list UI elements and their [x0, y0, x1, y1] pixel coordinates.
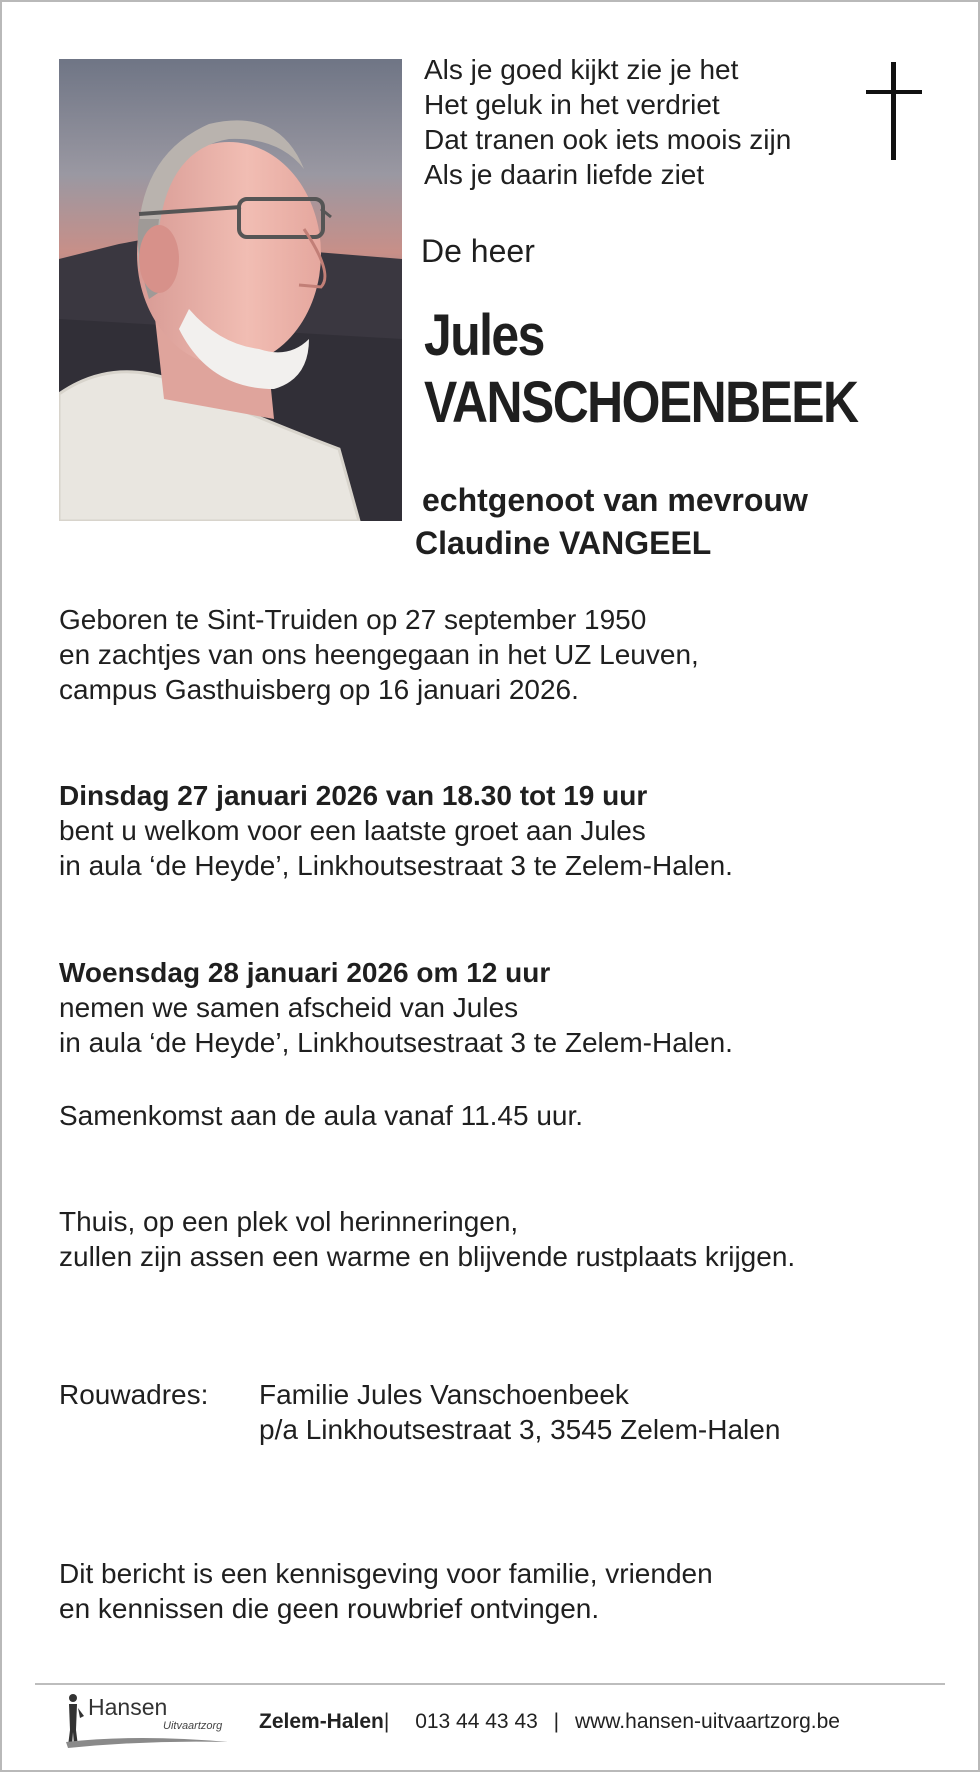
- text-line: nemen we samen afscheid van Jules: [59, 992, 519, 1023]
- first-name: Jules: [424, 303, 544, 368]
- farewell-info: [59, 955, 733, 1060]
- text-line: in aula ‘de Heyde’, Linkhoutsestraat 3 te Zelem-Halen.: [59, 850, 733, 881]
- text-line: in aula ‘de Heyde’, Linkhoutsestraat 3 te Zelem-Halen.: [59, 1027, 733, 1058]
- poem-line: Dat tranen ook iets moois zijn: [424, 124, 792, 155]
- text-line: en kennissen die geen rouwbrief ontvingen.: [59, 1593, 600, 1624]
- logo-name: Hansen: [88, 1694, 168, 1720]
- relation: echtgenoot van mevrouw: [422, 482, 808, 518]
- text-line: zullen zijn assen een warme en blijvende rustplaats krijgen.: [59, 1241, 796, 1272]
- separator: |: [383, 1710, 390, 1733]
- farewell-heading: Woensdag 28 januari 2026 om 12 uur: [59, 957, 551, 988]
- address-lines: [259, 1377, 780, 1447]
- birth-death-info: [59, 602, 699, 707]
- address-label: Rouwadres:: [59, 1379, 209, 1410]
- cross-icon: [866, 62, 922, 160]
- address-line: Familie Jules Vanschoenbeek: [259, 1379, 629, 1410]
- last-name: VANSCHOENBEEK: [424, 370, 858, 435]
- text-line: Thuis, op een plek vol herinneringen,: [59, 1206, 519, 1237]
- address-line: p/a Linkhoutsestraat 3, 3545 Zelem-Halen: [259, 1414, 781, 1445]
- poem-line: Het geluk in het verdriet: [424, 89, 720, 120]
- text-line: Geboren te Sint-Truiden op 27 september 1950: [59, 604, 647, 635]
- text-line: en zachtjes van ons heengegaan in het UZ Leuven,: [59, 639, 699, 670]
- deceased-name: [424, 302, 857, 436]
- footer: [0, 1690, 980, 1760]
- text-line: bent u welkom voor een laatste groet aan Jules: [59, 815, 646, 846]
- poem-line: Als je daarin liefde ziet: [424, 159, 705, 190]
- notice: [59, 1556, 713, 1626]
- gathering-info: [59, 1098, 583, 1133]
- visitation-heading: Dinsdag 27 januari 2026 van 18.30 tot 19 uur: [59, 780, 648, 811]
- footer-divider: [35, 1683, 945, 1685]
- text-line: Samenkomst aan de aula vanaf 11.45 uur.: [59, 1100, 584, 1131]
- city: Zelem-Halen: [259, 1710, 384, 1733]
- funeral-home-logo: [58, 1690, 238, 1754]
- website-link[interactable]: www.hansen-uitvaartzorg.be: [574, 1710, 840, 1733]
- contact-line: [259, 1708, 840, 1736]
- phone-number: 013 44 43 43: [415, 1710, 538, 1733]
- honorific: De heer: [421, 233, 535, 269]
- separator: |: [553, 1710, 560, 1733]
- visitation-info: [59, 778, 733, 883]
- portrait-photo: [59, 59, 402, 521]
- spouse-name: Claudine VANGEEL: [415, 525, 712, 561]
- text-line: campus Gasthuisberg op 16 januari 2026.: [59, 674, 579, 705]
- home-info: [59, 1204, 795, 1274]
- text-line: Dit bericht is een kennisgeving voor familie, vrienden: [59, 1558, 713, 1589]
- poem-line: Als je goed kijkt zie je het: [424, 54, 739, 85]
- poem: [424, 52, 791, 192]
- logo-subtitle: Uitvaartzorg: [163, 1720, 223, 1732]
